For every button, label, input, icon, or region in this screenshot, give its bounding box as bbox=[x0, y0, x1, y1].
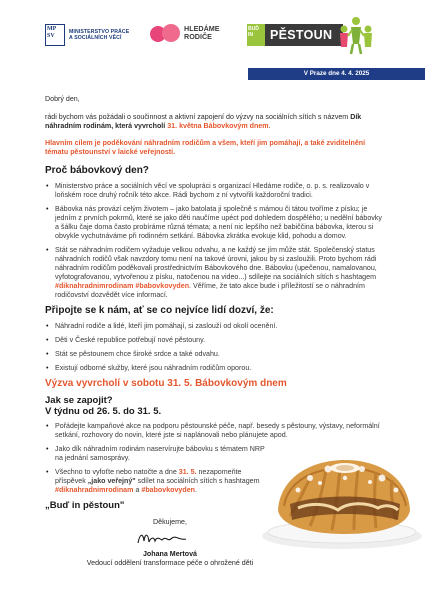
date-band: V Praze dne 4. 4. 2025 bbox=[248, 68, 425, 80]
section-challenge-list bbox=[45, 422, 380, 495]
section-why-list bbox=[45, 182, 385, 300]
mpsv-logo-mark: MP SV bbox=[45, 24, 65, 46]
how-to-join-title: Jak se zapojit? bbox=[45, 395, 113, 406]
section-challenge-title: Výzva vyvrcholí v sobotu 31. 5. Bábovkovým dnem bbox=[45, 378, 287, 389]
section-join-list bbox=[45, 322, 385, 373]
mpsv-logo-text: MINISTERSTVO PRÁCE A SOCIÁLNÍCH VĚCÍ bbox=[69, 28, 130, 41]
faces-icon bbox=[150, 24, 180, 42]
section-join-title: Připojte se k nám, ať se co nejvíce lidí dozví, že: bbox=[45, 305, 274, 316]
section-why-title: Proč bábovkový den? bbox=[45, 165, 149, 176]
letterhead bbox=[0, 0, 425, 66]
mpsv-logo bbox=[45, 24, 129, 46]
bundt-cake-image bbox=[250, 438, 425, 553]
list-item: • Existují odborné služby, které jsou náhradním rodičům oporou. bbox=[45, 364, 385, 373]
pestoun-label: PĚSTOUN bbox=[270, 28, 333, 42]
list-item: • Jako dík náhradním rodinám naservírujte bábovku s tématem NRP na jednání samosprávy. bbox=[45, 445, 270, 463]
hledame-rodice-logo: HLEDÁME RODIČE bbox=[150, 24, 220, 42]
main-goal-highlight: Hlavním cílem je poděkování náhradním rodičům a všem, kteří jim pomáhají, a také zviditelnění tématu pěstounství v laické veřejnosti. bbox=[45, 139, 366, 156]
greeting: Dobrý den, bbox=[45, 95, 80, 103]
bud-in-pestoun-logo bbox=[247, 24, 343, 46]
list-item: • Náhradní rodiče a lidé, kteří jim pomáhají, si zaslouží od okolí ocenění. bbox=[45, 322, 385, 331]
list-item: • Všechno to vyfoťte nebo natočte a dne 31. 5. nezapomeňte příspěvek „jako veřejný" sdílet na sociálních sítích s hashtagem #diknahradnimrodinam a #babovkovyden. bbox=[45, 468, 270, 495]
list-item: • Děti v České republice potřebují nové pěstouny. bbox=[45, 336, 385, 345]
thanks-text: Děkujeme, bbox=[153, 518, 187, 526]
hashtag: #babovkovyden bbox=[141, 486, 195, 494]
week-range-title: V týdnu od 26. 5. do 31. 5. bbox=[45, 406, 162, 417]
list-item: • Pořádejte kampaňové akce na podporu pěstounské péče, např. besedy s pěstouny, výstavy, neformální setkání, rozhovory do novin, které jste si naplánovali nebo plánujete apod. bbox=[45, 422, 380, 440]
handwritten-signature bbox=[130, 529, 210, 547]
list-item: • Stát se náhradním rodičem vyžaduje velkou odvahu, a ne každý se jím může stát. Společenský status náhradních rodičů však navzdory tomu není na takové úrovni, jakou by si zasloužili. Proto bychom rádi náhradním rodičům poděkovali prostřednictvím Bábovkového dne. Bábovku (upečenou, namalovanou, vyfotografovanou, vytvořenou z písku, natočenou na video...) sdílejte na sociálních sítích s hashtagem #diknahradnimrodinam #babovkovyden. Věříme, že tato akce bude i příležitostí se o náhradním rodičovství dozvědět více informací. bbox=[45, 246, 385, 300]
list-item: • Stát se pěstounem chce široké srdce a také odvahu. bbox=[45, 350, 385, 359]
signatory-role: Vedoucí oddělení transformace péče o ohrožené děti bbox=[86, 559, 254, 567]
intro-paragraph: rádi bychom vás požádali o součinnost a aktivní zapojení do výzvy na sociálních sítích s názvem Dík náhradním rodinám, která vyvrcholí 31. května Bábovkovým dnem. bbox=[45, 113, 362, 130]
family-figures-icon bbox=[335, 14, 377, 56]
hashtag: #diknahradnimrodinam bbox=[55, 486, 134, 494]
list-item: • Bábovka nás provází celým životem – jako batolata ji společně s mámou či tátou tvoříme z písku; je jedním z prvních pokrmů, které se jako děti naučíme upéct pod dohledem dospělého; u nedělní bábovky a šálku čaje doma často probíráme různá témata; a není nic lepšího než babiččina bábovka, kterou si obvykle vychutnáváme při rodinném setkání. Bábovka zkrátka evokuje klid, pohodu a domov. bbox=[45, 205, 385, 241]
list-item: • Ministerstvo práce a sociálních věcí ve spolupráci s organizací Hledáme rodiče, o. p. s. realizovalo v loňském roce druhý ročník této akce. Rádi bychom z ní vytvořili každoroční tradici. bbox=[45, 182, 385, 200]
hashtag: #diknahradnimrodinam #babovkovyden bbox=[55, 282, 190, 290]
slogan: „Buď in pěstoun" bbox=[45, 500, 125, 511]
signatory-name: Johana Mertová bbox=[142, 550, 197, 558]
bud-in-label: BUĎ IN bbox=[247, 24, 265, 46]
